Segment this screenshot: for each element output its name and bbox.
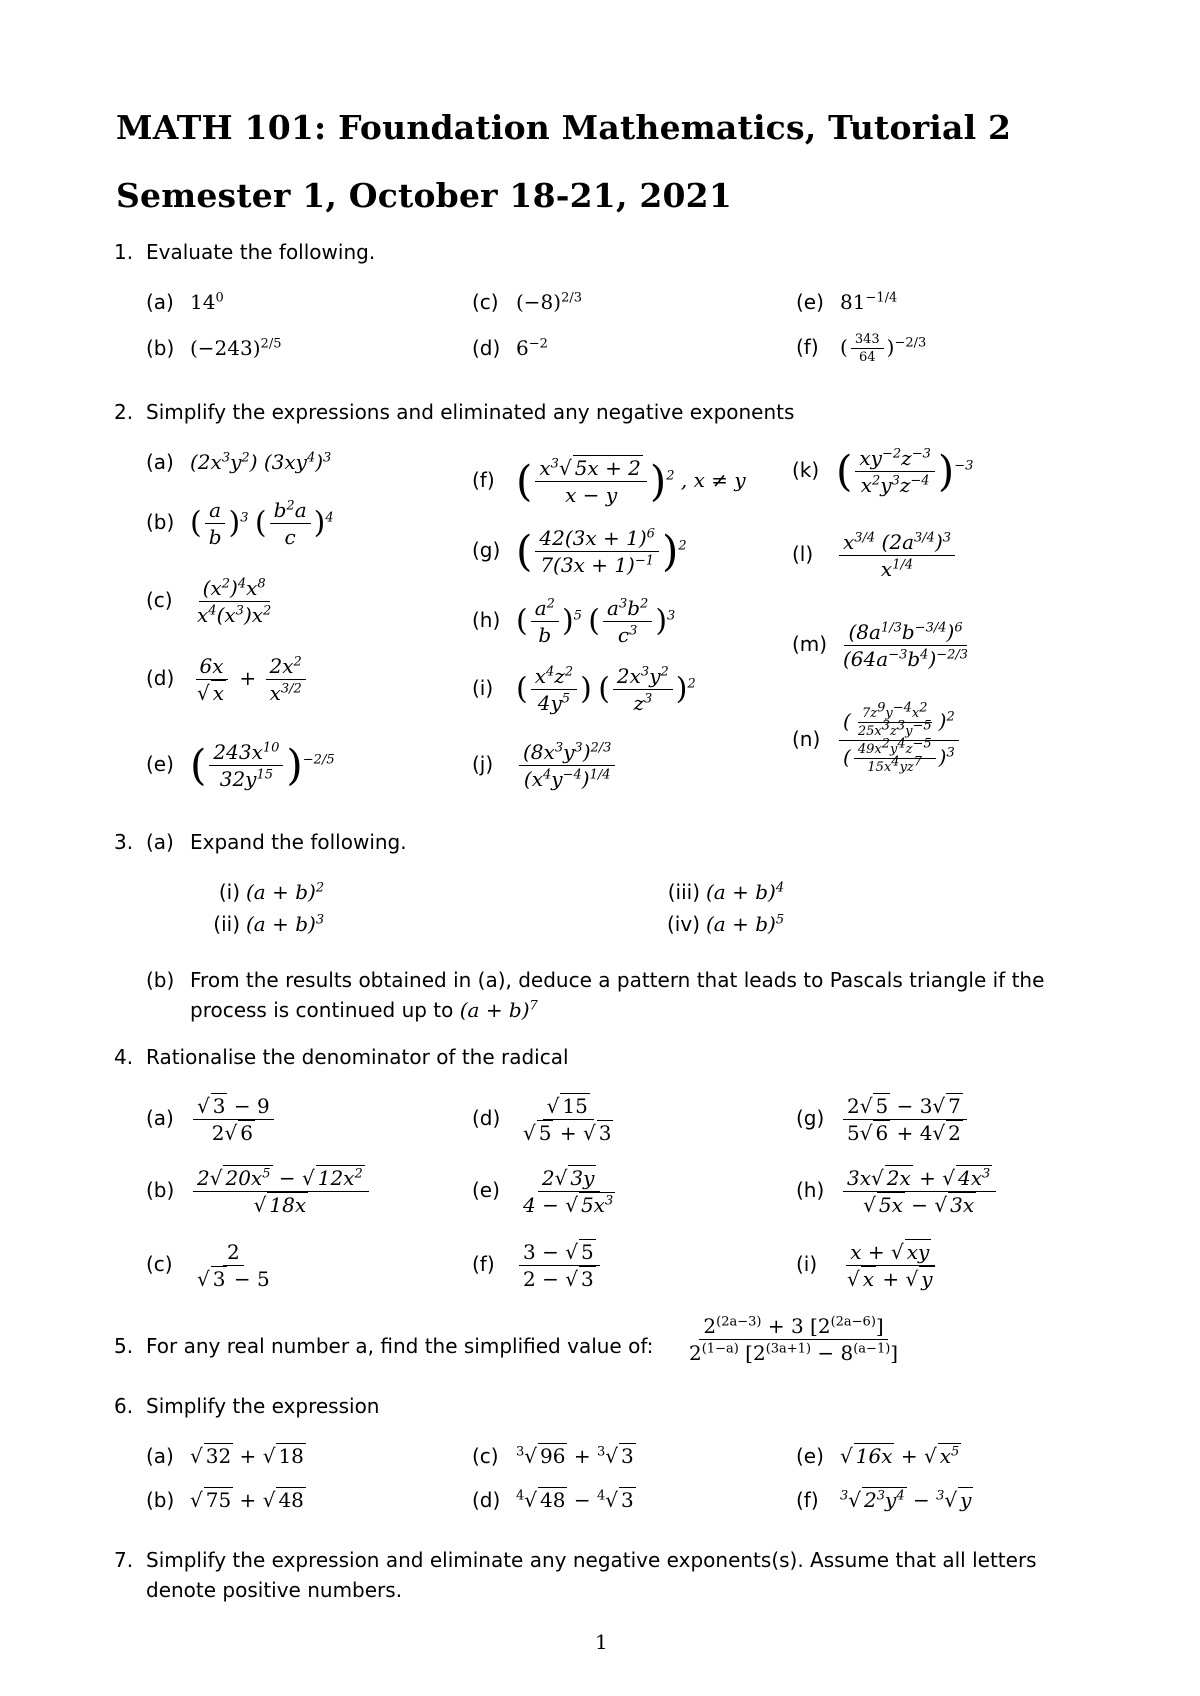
q4-item-c: (c) $\frac{2}{√ 3 - 5}$: [146, 1240, 270, 1291]
question-6: [114, 1394, 380, 1418]
page-title: MATH 101: Foundation Mathematics, Tutorial 2: [116, 108, 1012, 147]
q1-item-d: (d) $6^{-2}$: [472, 336, 548, 360]
question-text: Rationalise the denominator of the radical: [146, 1045, 569, 1069]
q4-item-a: (a) $\frac{√ 3 - 9}{2√ 6}$: [146, 1094, 277, 1145]
question-text: Evaluate the following.: [146, 240, 376, 264]
q2-item-k: (k) ( $\frac{xy^{-2}z^{-3}}{x^2y^3z^{-4}}$ )$^{-3}$: [792, 446, 974, 497]
question-number: 6.: [114, 1394, 134, 1418]
question-text: Simplify the expression and eliminate any negative exponents(s). Assume that all letters: [146, 1548, 1037, 1572]
question-text: Simplify the expressions and eliminated any negative exponents: [146, 400, 795, 424]
q3-item-ii: (ii) $(a + b)^3$: [213, 912, 325, 936]
q2-item-f: (f) ( $\frac{x^3√ 5x + 2}{x - y}$ )$^2$ , x ≠ y: [472, 456, 746, 507]
question-5: [114, 1334, 653, 1358]
question-7: [114, 1548, 1037, 1572]
q2-item-m: (m) $\frac{(8a^{1/3}b^{-3/4})^6}{(64a^{-3}b^4)^{-2/3}}$: [792, 620, 969, 671]
q1-item-a: (a) $14^0$: [146, 290, 224, 314]
q2-item-n: (n) ( $\frac{7z^9y^{-4}x^2}{25x^3z^3y^{-5}}$ )$^2$ ( $\frac{49x^2y^4z^{-5}}{15x^4yz^7}$ )$^3$: [792, 706, 962, 775]
q3-item-iii: (iii) $(a + b)^4$: [667, 880, 785, 904]
question-number: 2.: [114, 400, 134, 424]
question-7-line2: denote positive numbers.: [146, 1578, 403, 1602]
question-number: 4.: [114, 1045, 134, 1069]
question-text: Simplify the expression: [146, 1394, 380, 1418]
q2-item-b: (b) ( $\frac{a}{b}$ )$^3$ ( $\frac{b^2a}{c}$ )$^4$: [146, 498, 334, 549]
q2-item-a: (a) $(2x^3y^2)$ $(3xy^4)^3$: [146, 450, 332, 474]
question-text: Expand the following.: [190, 830, 407, 854]
q2-item-c: (c) $\frac{(x^2)^4x^8}{x^4(x^3)x^2}$: [146, 576, 272, 627]
q5-expression: $\frac{2^{(2a-3)} + 3 [2^{(2a-6)}]}{2^{(1-a)} [2^{(3a+1)} - 8^{(a-1)}]}$: [689, 1314, 899, 1365]
q2-item-g: (g) ( $\frac{42(3x + 1)^6}{7(3x + 1)^{-1}}$ )$^2$: [472, 526, 687, 577]
q6-item-e: (e) √ 16x + √ $x^5$: [796, 1444, 960, 1468]
question-4: [114, 1045, 569, 1069]
q1-item-e: (e) $81^{-1/4}$: [796, 290, 898, 314]
q6-item-b: (b) √ 75 + √ 48: [146, 1488, 304, 1512]
page-number: 1: [595, 1630, 608, 1654]
q3-item-iv: (iv) $(a + b)^5$: [667, 912, 785, 936]
q6-item-a: (a) √ 32 + √ 18: [146, 1444, 304, 1468]
question-text: For any real number a, find the simplified value of:: [146, 1334, 654, 1358]
page-subtitle: Semester 1, October 18-21, 2021: [116, 176, 732, 215]
q4-item-d: (d) $\frac{√ 15}{√ 5 + √ 3}$: [472, 1094, 612, 1145]
question-2: [114, 400, 794, 424]
q4-item-g: (g) $\frac{2√ 5 - 3√ 7}{5√ 6 + 4√ 2}$: [796, 1094, 970, 1145]
q2-item-e: (e) ( $\frac{243x^{10}}{32y^{15}}$ )$^{-2/5}$: [146, 740, 335, 791]
q1-item-f: (f) ( $\frac{343}{64}$ )$^{-2/3}$: [796, 332, 927, 365]
q4-item-i: (i) $\frac{x + √ xy}{√ x + √ y}$: [796, 1240, 942, 1291]
q6-item-d: (d) $^4$√ 48 − $^4$√ 3: [472, 1488, 634, 1512]
q6-item-c: (c) $^3$√ 96 + $^3$√ 3: [472, 1444, 634, 1468]
q4-item-h: (h) $\frac{3x√ 2x + √ 4x^3}{√ 5x - √ 3x}$: [796, 1166, 999, 1217]
q4-item-e: (e) $\frac{2√ 3y}{4 - √ 5x^3}$: [472, 1166, 614, 1217]
q1-item-c: (c) $(-8)^{2/3}$: [472, 290, 583, 314]
q2-item-j: (j) $\frac{(8x^3y^3)^{2/3}}{(x^4y^{-4})^{1/4}}$: [472, 740, 618, 791]
question-number: 7.: [114, 1548, 134, 1572]
q4-item-b: (b) $\frac{2√ 20x^5 - √ 12x^2}{√ 18x}$: [146, 1166, 372, 1217]
q6-item-f: (f) $^3$√ $2^3y^4 - ^3√$ y: [796, 1488, 972, 1512]
q3-part-b-line1: (b) From the results obtained in (a), deduce a pattern that leads to Pascals triangle if the: [146, 968, 1045, 992]
question-1: [114, 240, 375, 264]
q4-item-f: (f) $\frac{3 - √ 5}{2 - √ 3}$: [472, 1240, 603, 1291]
question-3: 3. (a) Expand the following.: [114, 830, 407, 854]
q2-item-d: (d) $\frac{6x}{√ x}$ + $\frac{2x^2}{x^{3/2}}$: [146, 654, 309, 705]
q3-item-i: (i) $(a + b)^2$: [218, 880, 325, 904]
q2-item-i: (i) ( $\frac{x^4z^2}{4y^5}$ ) ( $\frac{2x^3y^2}{z^3}$ )$^2$: [472, 664, 696, 715]
question-number: 1.: [114, 240, 134, 264]
q1-item-b: (b) $(-243)^{2/5}$: [146, 336, 282, 360]
question-number: 3.: [114, 830, 134, 854]
q2-item-l: (l) $\frac{x^{3/4} (2a^{3/4})^3}{x^{1/4}}$: [792, 530, 958, 581]
q2-item-h: (h) ( $\frac{a^2}{b}$ )$^5$ ( $\frac{a^3b^2}{c^3}$ )$^3$: [472, 596, 676, 647]
q3-part-b-line2: process is continued up to $(a + b)^7$: [190, 998, 538, 1022]
question-number: 5.: [114, 1334, 134, 1358]
